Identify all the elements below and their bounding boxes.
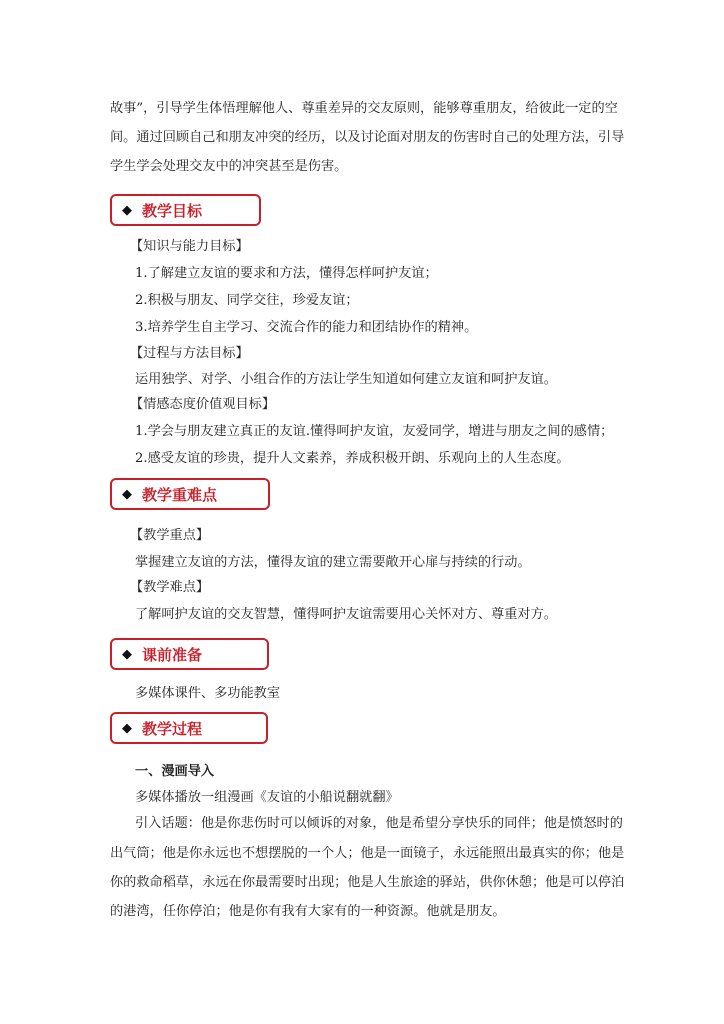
emotion-label: 【情感态度价值观目标】 (130, 397, 276, 412)
diamond-icon: ◆ (122, 486, 132, 502)
section-header-prep (110, 638, 269, 670)
topic-line-2: 出气筒；他是你永远也不想摆脱的一个人；他是一面镜子，永远能照出最真实的你；他是 (110, 846, 625, 861)
emotion-item-1: 1.学会与朋友建立真正的友谊.懂得呵护友谊，友爱同学，增进与朋友之间的感情； (135, 424, 614, 439)
section-header-keypoints (110, 478, 270, 510)
diamond-icon: ◆ (122, 720, 132, 736)
process-label: 【过程与方法目标】 (130, 346, 249, 361)
knowledge-item-3: 3.培养学生自主学习、交流合作的能力和团结协作的精神。 (135, 320, 478, 335)
focus-label: 【教学重点】 (130, 528, 210, 543)
topic-line-4: 的港湾，任你停泊；他是你有我有大家有的一种资源。他就是朋友。 (110, 904, 506, 919)
diamond-icon: ◆ (122, 202, 132, 218)
focus-text: 掌握建立友谊的方法，懂得友谊的建立需要敞开心扉与持续的行动。 (135, 555, 531, 570)
intro-line-1: 故事”，引导学生体悟理解他人、尊重差异的交友原则，能够尊重朋友，给彼此一定的空 (110, 101, 618, 116)
knowledge-item-1: 1.了解建立友谊的要求和方法，懂得怎样呵护友谊； (135, 266, 438, 281)
knowledge-item-2: 2.积极与朋友、同学交往，珍爱友谊； (135, 293, 359, 308)
knowledge-label: 【知识与能力目标】 (130, 239, 249, 254)
diamond-icon: ◆ (122, 646, 132, 662)
step-text: 多媒体播放一组漫画《友谊的小船说翻就翻》 (135, 790, 399, 805)
prep-text: 多媒体课件、多功能教室 (135, 686, 281, 701)
section-title: 教学重难点 (142, 485, 218, 504)
section-title: 教学目标 (142, 201, 203, 220)
emotion-item-2: 2.感受友谊的珍贵，提升人文素养，养成积极开朗、乐观向上的人生态度。 (135, 451, 570, 466)
section-title: 课前准备 (142, 645, 203, 664)
section-header-process (110, 712, 268, 744)
intro-line-3: 学生学会处理交友中的冲突甚至是伤害。 (110, 159, 348, 174)
intro-line-2: 间。通过回顾自己和朋友冲突的经历，以及讨论面对朋友的伤害时自己的处理方法，引导 (110, 130, 625, 145)
topic-line-3: 你的救命稻草，永远在你最需要时出现；他是人生旅途的驿站，供你休憩；他是可以停泊 (110, 875, 625, 890)
step-title: 一、漫画导入 (135, 764, 215, 779)
difficulty-text: 了解呵护友谊的交友智慧，懂得呵护友谊需要用心关怀对方、尊重对方。 (135, 607, 557, 622)
section-header-goals (110, 194, 261, 226)
difficulty-label: 【教学难点】 (130, 580, 210, 595)
section-title: 教学过程 (142, 719, 203, 738)
process-text: 运用独学、对学、小组合作的方法让学生知道如何建立友谊和呵护友谊。 (135, 372, 557, 387)
topic-line-1: 引入话题：他是你悲伤时可以倾诉的对象，他是希望分享快乐的同伴；他是愤怒时的 (135, 816, 623, 831)
